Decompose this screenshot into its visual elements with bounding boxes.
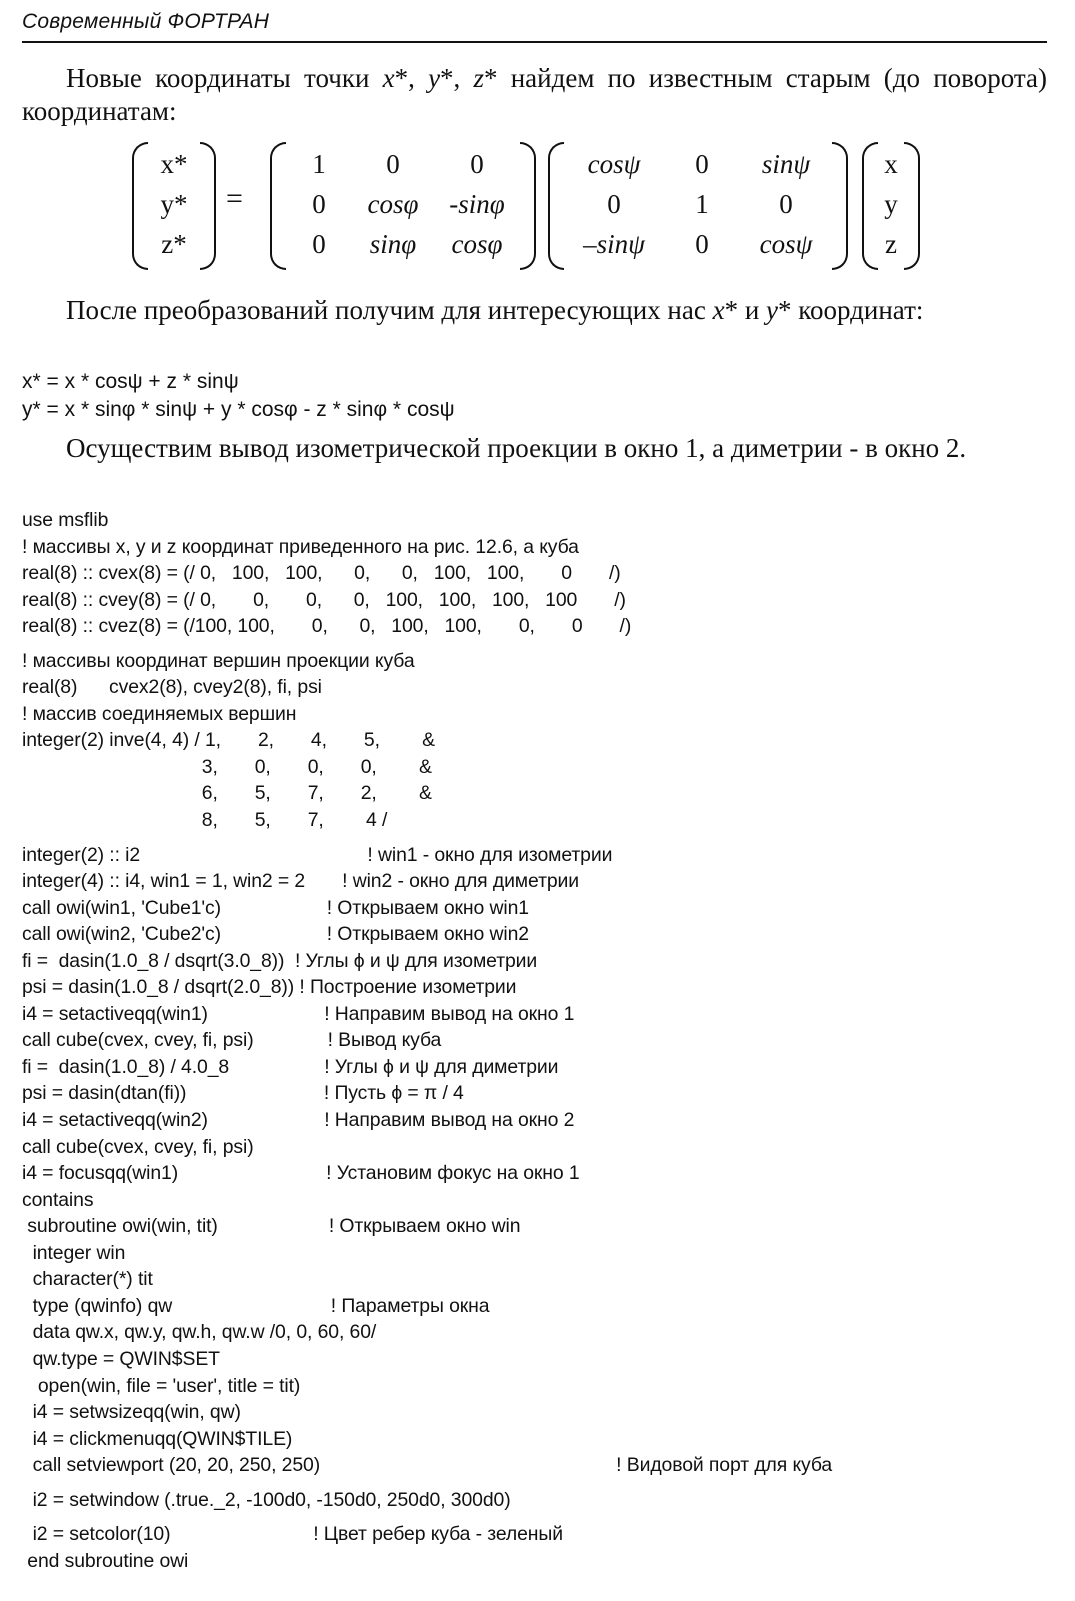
after-paragraph <box>22 294 1047 327</box>
code-line: i2 = setcolor(10) ! Цвет ребер куба - зеленый <box>22 1523 563 1546</box>
matrix-cell: cosφ <box>451 228 503 259</box>
matrix-cell: –sinψ <box>583 228 645 259</box>
matrix-cell: x <box>884 148 898 179</box>
matrix-cell: sinψ <box>761 148 811 179</box>
matrix-cell: x* <box>160 148 188 179</box>
equals-sign: = <box>226 182 243 215</box>
intro-text-before: Новые координаты точки <box>66 63 383 93</box>
code-line: ! массивы координат вершин проекции куба <box>22 649 415 672</box>
code-listing <box>22 507 832 1574</box>
matrix-cell: sinφ <box>369 228 417 259</box>
intro-paragraph <box>22 62 1047 128</box>
code-line: integer win <box>22 1241 126 1264</box>
running-title: Современный ФОРТРАН <box>22 10 1047 43</box>
matrix-cell: cosφ <box>367 188 419 219</box>
code-line: real(8) cvex2(8), cvey2(8), fi, psi <box>22 676 322 699</box>
code-line: fi = dasin(1.0_8) / 4.0_8 ! Углы ϕ и ψ для диметрии <box>22 1055 559 1078</box>
matrix-cell: 1 <box>695 188 709 219</box>
code-line: end subroutine owi <box>22 1549 189 1572</box>
after-text-before: После преобразований получим для интересующих нас <box>66 295 713 325</box>
code-line: subroutine owi(win, tit) ! Открываем окно win <box>22 1215 521 1238</box>
intro-text-after: * найдем по известным старым (до поворота) координатам: <box>22 63 1047 126</box>
code-line: type (qwinfo) qw ! Параметры окна <box>22 1294 490 1317</box>
code-line: character(*) tit <box>22 1268 153 1291</box>
code-line: psi = dasin(dtan(fi)) ! Пусть ϕ = π / 4 <box>22 1082 464 1105</box>
code-line: i4 = clickmenuqq(QWIN$TILE) <box>22 1427 293 1450</box>
matrix-cell: -sinφ <box>449 188 505 219</box>
code-line: ! массивы x, y и z координат приведенного на рис. 12.6, а куба <box>22 535 579 558</box>
formula-y: y* = x * sinφ * sinψ + y * cosφ - z * sinφ * cosψ <box>22 398 455 421</box>
code-line: open(win, file = 'user', title = tit) <box>22 1374 301 1397</box>
var-y: y <box>766 295 779 325</box>
matrix-cell: 0 <box>386 148 400 179</box>
formula-x: x* = x * cosψ + z * sinψ <box>22 370 239 393</box>
matrix-cell: 0 <box>312 188 326 219</box>
matrix-cell: 0 <box>779 188 793 219</box>
matrix-cell: 0 <box>470 148 484 179</box>
code-line: real(8) :: cvey(8) = (/ 0, 0, 0, 0, 100, 100, 100, 100 /) <box>22 588 626 611</box>
rotation-matrix-x <box>270 138 536 272</box>
intro-sep: *, <box>440 63 474 93</box>
code-line: fi = dasin(1.0_8 / dsqrt(3.0_8)) ! Углы ϕ и ψ для изометрии <box>22 949 538 972</box>
output-paragraph: Осуществим вывод изометрической проекции в окно 1, а диметрии - в окно 2. <box>66 433 967 463</box>
code-line: call setviewport (20, 20, 250, 250) ! Видовой порт для куба <box>22 1454 833 1477</box>
code-line: call owi(win2, 'Cube2'c) ! Открываем окно win2 <box>22 923 529 946</box>
var-x: x <box>712 295 725 325</box>
after-text-mid: * и <box>724 295 767 325</box>
rotation-equation <box>132 138 932 272</box>
matrix-cell: 0 <box>607 188 621 219</box>
code-line: i2 = setwindow (.true._2, -100d0, -150d0, 250d0, 300d0) <box>22 1488 511 1511</box>
matrix-cell: cosψ <box>759 228 813 259</box>
code-line: i4 = setactiveqq(win2) ! Направим вывод на окно 2 <box>22 1109 575 1132</box>
code-line: integer(4) :: i4, win1 = 1, win2 = 2 ! win2 - окно для диметрии <box>22 870 580 893</box>
intro-sep: *, <box>394 63 429 93</box>
code-line: 8, 5, 7, 4 / <box>22 809 388 832</box>
after-text-after: * координат: <box>778 295 924 325</box>
var-z: z <box>473 63 485 93</box>
code-line: qw.type = QWIN$SET <box>22 1347 220 1370</box>
var-x: x <box>382 63 395 93</box>
formula-block <box>22 368 455 424</box>
code-line: integer(2) :: i2 ! win1 - окно для изометрии <box>22 843 613 866</box>
code-line: call owi(win1, 'Cube1'c) ! Открываем окно win1 <box>22 896 529 919</box>
matrix-cell: z* <box>161 228 187 259</box>
matrix-cell: 0 <box>312 228 326 259</box>
matrix-cell: 0 <box>695 148 709 179</box>
code-line: real(8) :: cvez(8) = (/100, 100, 0, 0, 100, 100, 0, 0 /) <box>22 615 632 638</box>
code-line: 3, 0, 0, 0, & <box>22 755 432 778</box>
coordinate-vector <box>862 138 920 272</box>
code-line: call cube(cvex, cvey, fi, psi) ! Вывод куба <box>22 1029 442 1052</box>
lhs-vector <box>132 138 216 272</box>
matrix-cell: y <box>884 188 898 219</box>
code-line: integer(2) inve(4, 4) / 1, 2, 4, 5, & <box>22 729 436 752</box>
code-line: 6, 5, 7, 2, & <box>22 782 432 805</box>
code-line: real(8) :: cvex(8) = (/ 0, 100, 100, 0, 0, 100, 100, 0 /) <box>22 562 621 585</box>
var-y: y <box>428 63 441 93</box>
matrix-cell: 0 <box>695 228 709 259</box>
matrix-cell: z <box>885 228 897 259</box>
code-line: data qw.x, qw.y, qw.h, qw.w /0, 0, 60, 60/ <box>22 1321 377 1344</box>
code-line: use msflib <box>22 509 109 531</box>
code-line: call cube(cvex, cvey, fi, psi) <box>22 1135 254 1158</box>
matrix-cell: y* <box>160 188 188 219</box>
rotation-matrix-y <box>548 138 848 272</box>
matrix-cell: cosψ <box>587 148 641 179</box>
code-line: i4 = focusqq(win1) ! Установим фокус на окно 1 <box>22 1162 580 1185</box>
code-line: ! массив соединяемых вершин <box>22 702 297 725</box>
code-line: i4 = setwsizeqq(win, qw) <box>22 1401 241 1424</box>
matrix-cell: 1 <box>312 148 326 179</box>
code-line: i4 = setactiveqq(win1) ! Направим вывод на окно 1 <box>22 1002 575 1025</box>
code-line: psi = dasin(1.0_8 / dsqrt(2.0_8)) ! Построение изометрии <box>22 976 517 999</box>
code-line: contains <box>22 1188 94 1211</box>
